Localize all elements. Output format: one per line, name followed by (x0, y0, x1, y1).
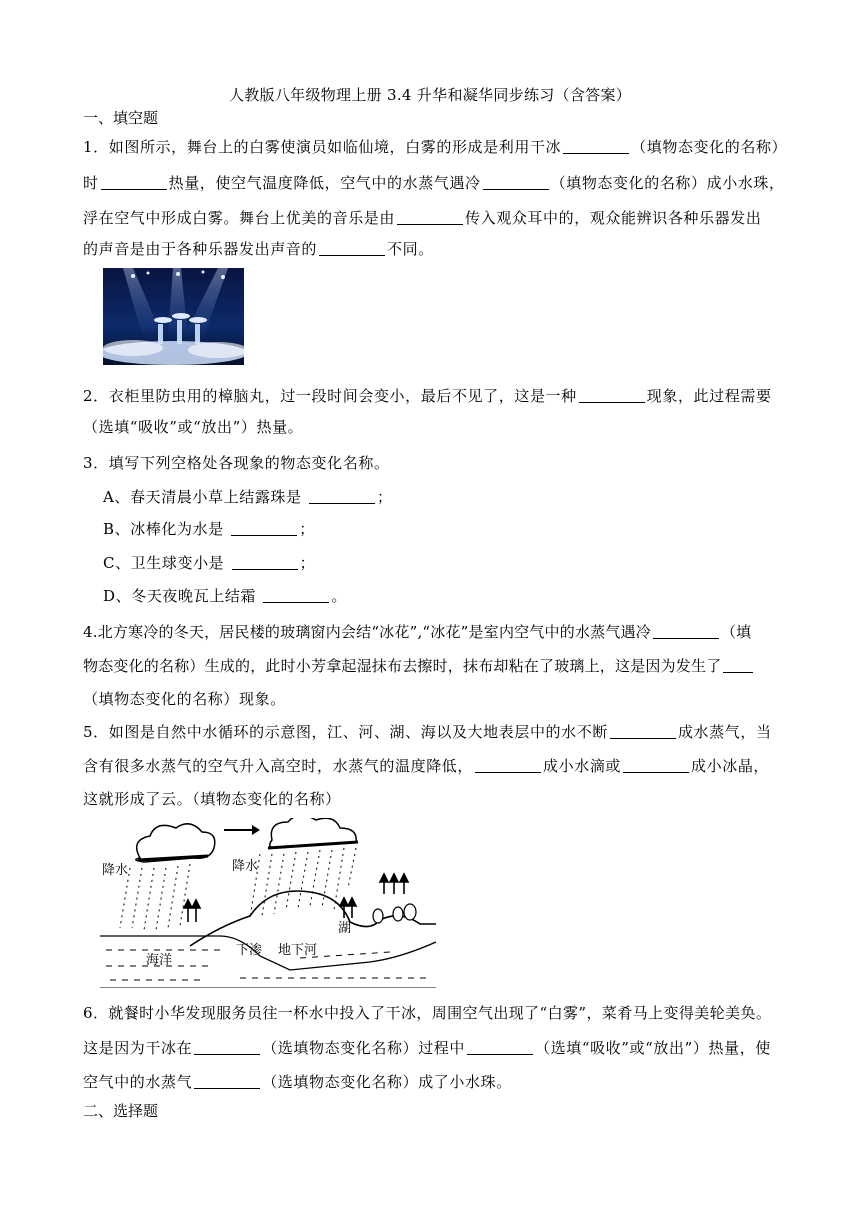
answer-blank[interactable] (723, 658, 753, 673)
answer-blank[interactable] (563, 139, 629, 154)
q1-text: 1．如图所示，舞台上的白雾使演员如临仙境，白雾的形成是利用干冰 (83, 138, 562, 156)
q5-text: 成小冰晶， (691, 757, 770, 775)
option-text: D、冬天夜晚瓦上结霜 (103, 587, 257, 605)
answer-blank[interactable] (397, 210, 463, 225)
question-3-option-a (103, 486, 393, 507)
question-6-line-3 (83, 1071, 512, 1092)
q1-text: 的声音是由于各种乐器发出声音的 (83, 240, 318, 258)
answer-blank[interactable] (475, 758, 541, 773)
answer-blank[interactable] (610, 724, 676, 739)
q5-text: 成水蒸气，当 (677, 723, 772, 741)
question-3-stem: 3．填写下列空格处各现象的物态变化名称。 (83, 454, 390, 472)
label-underground-river: 地下河 (278, 942, 318, 957)
label-lake: 湖 (338, 920, 352, 935)
question-4-line-3-text: （填物态变化的名称）现象。 (83, 690, 286, 708)
q5-text: 5．如图是自然中水循环的示意图，江、河、湖、海以及大地表层中的水不断 (83, 723, 608, 741)
q4-text: （填 (720, 623, 752, 641)
question-5-line-3: 这就形成了云。（填物态变化的名称） (83, 790, 341, 808)
option-text: C、卫生球变小是 (103, 554, 225, 572)
answer-blank[interactable] (623, 758, 689, 773)
water-cycle-diagram (100, 818, 436, 988)
q2-text: 2．衣柜里防虫用的樟脑丸，过一段时间会变小，最后不见了，这是一种 (83, 387, 577, 405)
question-2-line-2: （选填“吸收”或“放出”）热量。 (83, 418, 304, 436)
option-text: A、春天清晨小草上结露珠是 (103, 488, 302, 506)
question-5-line-2 (83, 755, 769, 776)
answer-blank[interactable] (467, 1040, 533, 1055)
q1-text: 浮在空气中形成白雾。舞台上优美的音乐是由 (83, 209, 396, 227)
q1-text: （填物态变化的名称） (631, 138, 788, 156)
question-2-line-1 (83, 385, 772, 406)
q2-text: 现象，此过程需要 (646, 387, 772, 405)
stage-fog-photo (103, 268, 244, 365)
answer-blank[interactable] (101, 175, 167, 190)
q1-text: 热量，使空气温度降低，空气中的水蒸气遇冷 (168, 174, 481, 192)
option-text: B、冰棒化为水是 (103, 520, 224, 538)
question-1-line-4 (83, 238, 434, 259)
q1-text: 不同。 (387, 240, 434, 258)
option-punct: 。 (331, 587, 348, 605)
q6-text: 空气中的水蒸气 (83, 1073, 193, 1091)
question-1-line-1 (83, 136, 787, 157)
question-4-line-2 (83, 655, 755, 676)
question-3-option-b (103, 518, 315, 539)
q4-text: 物态变化的名称）生成的，此时小芳拿起湿抹布去擦时，抹布却粘在了玻璃上，这是因为发生了 (83, 657, 722, 675)
option-punct: ； (299, 554, 316, 572)
question-6-line-2 (83, 1037, 771, 1058)
answer-blank[interactable] (263, 588, 329, 603)
option-punct: ； (377, 488, 393, 506)
answer-blank[interactable] (309, 489, 375, 504)
q5-text: 成小水滴或 (543, 757, 622, 775)
q6-text: （选填物态变化名称）过程中 (262, 1039, 466, 1057)
q4-text: 4.北方寒冷的冬天，居民楼的玻璃窗内会结“冰花”,“冰花”是室内空气中的水蒸气遇冷 (83, 623, 651, 641)
answer-blank[interactable] (483, 175, 549, 190)
question-3-option-c (103, 552, 315, 573)
answer-blank[interactable] (231, 521, 297, 536)
q6-text: 这是因为干冰在 (83, 1039, 193, 1057)
question-1-line-3 (83, 207, 761, 228)
q6-text: （选填物态变化名称）成了小水珠。 (262, 1073, 512, 1091)
question-6-line-1: 6．就餐时小华发现服务员往一杯水中投入了干冰，周围空气出现了“白雾”，菜肴马上变得美轮美奂。 (83, 1004, 772, 1022)
q5-text: 含有很多水蒸气的空气升入高空时，水蒸气的温度降低， (83, 757, 474, 775)
answer-blank[interactable] (232, 555, 298, 570)
section-heading-multiple-choice: 二、选择题 (83, 1102, 159, 1120)
label-precipitation-top: 降水 (232, 858, 259, 873)
q1-text: 传入观众耳中的，观众能辨识各种乐器发出 (465, 209, 762, 227)
option-punct: ； (299, 520, 315, 538)
q6-text: （选填“吸收”或“放出”）热量，使 (535, 1039, 771, 1057)
answer-blank[interactable] (319, 241, 385, 256)
label-infiltration: 下渗 (236, 942, 263, 957)
answer-blank[interactable] (653, 624, 719, 639)
label-ocean: 海洋 (146, 952, 173, 967)
answer-blank[interactable] (579, 388, 645, 403)
question-1-line-2 (83, 172, 785, 193)
question-3-option-d (103, 585, 347, 606)
section-heading-fill-in: 一、填空题 (83, 109, 159, 127)
label-precipitation-left: 降水 (102, 862, 129, 877)
q1-text: 时 (83, 174, 99, 192)
page-title: 人教版八年级物理上册 3.4 升华和凝华同步练习（含答案） (228, 86, 632, 104)
q1-text: （填物态变化的名称）成小水珠， (550, 174, 785, 192)
answer-blank[interactable] (194, 1040, 260, 1055)
question-5-line-1 (83, 721, 772, 742)
question-4-line-1 (83, 621, 751, 642)
answer-blank[interactable] (194, 1074, 260, 1089)
